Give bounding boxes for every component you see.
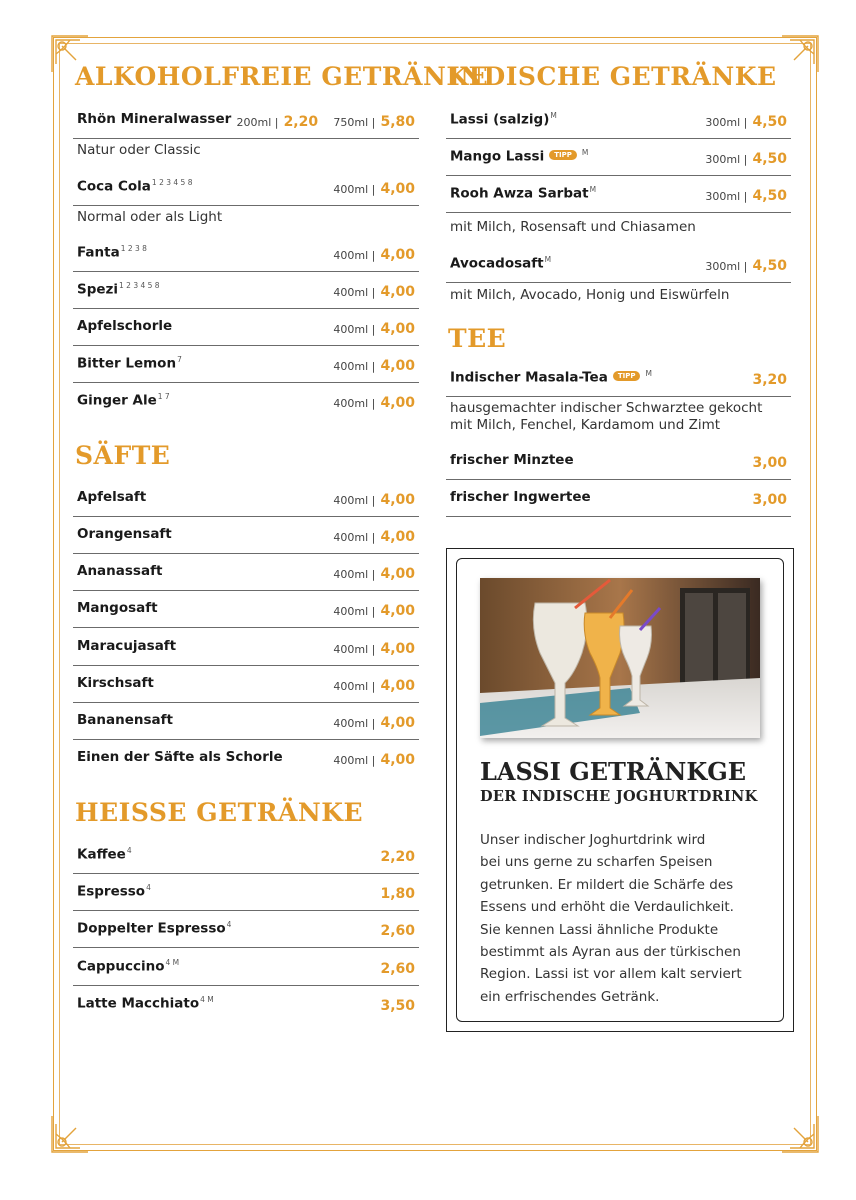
- lassi-box-text: [480, 829, 770, 1008]
- menu-item: [446, 443, 791, 480]
- menu-item: [73, 874, 419, 911]
- item-name: Einen der Säfte als Schorle: [77, 749, 283, 765]
- menu-item: [446, 139, 791, 176]
- item-size: 400ml |: [333, 249, 376, 262]
- tipp-badge: TIPP: [549, 150, 577, 160]
- item-size: 400ml |: [333, 568, 376, 581]
- item-name: Orangensaft: [77, 526, 172, 542]
- item-size: 400ml |: [333, 754, 376, 767]
- item-size: 400ml |: [333, 680, 376, 693]
- item-description: mit Milch, Rosensaft und Chiasamen: [450, 219, 696, 235]
- menu-item: [73, 169, 419, 206]
- section-title-saefte: SÄFTE: [75, 441, 171, 470]
- menu-item: [73, 837, 419, 874]
- item-price: 4,00: [380, 529, 415, 545]
- item-description: Normal oder als Light: [77, 209, 223, 225]
- section-title-tee: TEE: [448, 324, 507, 353]
- menu-item: [446, 246, 791, 283]
- item-price: 4,00: [380, 395, 415, 411]
- menu-item: [73, 272, 419, 309]
- item-price: 4,00: [380, 566, 415, 582]
- item-description: mit Milch, Avocado, Honig und Eiswürfeln: [450, 287, 730, 303]
- allergen-note: M: [581, 148, 589, 157]
- item-name: Mangosaft: [77, 600, 158, 616]
- item-price: 5,80: [380, 114, 415, 130]
- item-size: 300ml |: [705, 190, 748, 203]
- menu-item: [446, 480, 791, 517]
- menu-item: [73, 480, 419, 517]
- allergen-note: M: [544, 255, 552, 264]
- item-price: 2,60: [380, 961, 415, 977]
- item-price: 2,20: [380, 849, 415, 865]
- menu-item: [73, 911, 419, 948]
- item-name: Latte Macchiato: [77, 995, 200, 1012]
- text-line: bestimmt als Ayran aus der türkischen: [480, 944, 741, 961]
- menu-item: [446, 102, 791, 139]
- item-description: [450, 400, 762, 434]
- item-name: Bitter Lemon: [77, 355, 177, 372]
- item-description: Natur oder Classic: [77, 142, 201, 158]
- item-size: 750ml |: [333, 116, 376, 129]
- item-name: Apfelsaft: [77, 489, 147, 505]
- menu-item: [73, 517, 419, 554]
- section-title-alkoholfrei: ALKOHOLFREIE GETRÄNKE: [75, 62, 489, 91]
- allergen-note: 1 7: [157, 392, 170, 401]
- item-size: 400ml |: [333, 286, 376, 299]
- item-price: 3,50: [380, 998, 415, 1014]
- item-name: Ananassaft: [77, 563, 163, 579]
- menu-item: [73, 235, 419, 272]
- menu-item: [446, 176, 791, 213]
- allergen-note: 4 M: [165, 958, 180, 967]
- item-price: 4,00: [380, 284, 415, 300]
- item-name: frischer Minztee: [450, 452, 574, 468]
- menu-item: [73, 383, 419, 420]
- item-size: 400ml |: [333, 397, 376, 410]
- item-name: Cappuccino: [77, 958, 165, 975]
- item-name: frischer Ingwertee: [450, 489, 591, 505]
- text-line: Essens und erhöht die Verdaulichkeit.: [480, 899, 734, 916]
- item-name: Bananensaft: [77, 712, 173, 728]
- text-line: ein erfrischendes Getränk.: [480, 988, 660, 1005]
- allergen-note: 4: [146, 883, 151, 892]
- item-name: Fanta: [77, 244, 120, 261]
- allergen-note: M: [589, 185, 597, 194]
- item-name: Coca Cola: [77, 178, 151, 195]
- item-size: 400ml |: [333, 183, 376, 196]
- lassi-box-subtitle: DER INDISCHE JOGHURTDRINK: [480, 788, 758, 805]
- allergen-note: 1 2 3 4 5 8: [151, 178, 193, 187]
- menu-item: [73, 949, 419, 986]
- section-title-heisse: HEISSE GETRÄNKE: [75, 798, 364, 827]
- lassi-box-title: LASSI GETRÄNKGE: [480, 757, 747, 786]
- allergen-note: 4 M: [200, 995, 214, 1004]
- menu-item: [73, 309, 419, 346]
- text-line: Sie kennen Lassi ähnliche Produkte: [480, 921, 719, 938]
- menu-item: [73, 629, 419, 666]
- item-size: 400ml |: [333, 531, 376, 544]
- allergen-note: M: [550, 111, 557, 120]
- menu-item: [73, 346, 419, 383]
- section-title-indisch: INDISCHE GETRÄNKE: [448, 62, 777, 91]
- item-size: 400ml |: [333, 717, 376, 730]
- menu-item: [73, 554, 419, 591]
- allergen-note: M: [645, 369, 652, 378]
- item-name: Ginger Ale: [77, 392, 157, 409]
- item-price: 4,00: [380, 678, 415, 694]
- item-size: 300ml |: [705, 260, 748, 273]
- allergen-note: 4: [126, 846, 132, 855]
- item-name: Maracujasaft: [77, 638, 177, 654]
- item-price: 4,00: [380, 247, 415, 263]
- item-name: Rhön Mineralwasser: [77, 111, 232, 127]
- item-price: 4,00: [380, 492, 415, 508]
- item-size: 200ml |: [236, 116, 279, 129]
- price-group: [236, 111, 415, 130]
- allergen-note: 7: [177, 355, 182, 364]
- item-size: 300ml |: [705, 116, 748, 129]
- item-price: 4,50: [752, 258, 787, 274]
- item-name: Doppelter Espresso: [77, 920, 226, 937]
- menu-item: [73, 740, 419, 777]
- item-name: Indischer Masala-Tea: [450, 369, 608, 386]
- right-column: [446, 0, 791, 540]
- item-size: 400ml |: [333, 494, 376, 507]
- menu-item: [73, 102, 419, 139]
- text-line: Unser indischer Joghurtdrink wird: [480, 832, 706, 848]
- item-name: Kaffee: [77, 846, 126, 863]
- item-price: 4,00: [380, 181, 415, 197]
- item-price: 4,00: [380, 715, 415, 731]
- item-name: Avocadosaft: [450, 255, 544, 272]
- item-name: Spezi: [77, 281, 119, 298]
- item-price: 2,60: [380, 923, 415, 939]
- item-price: 4,00: [380, 603, 415, 619]
- item-name: Mango Lassi: [450, 148, 545, 165]
- item-size: 400ml |: [333, 643, 376, 656]
- item-size: 400ml |: [333, 605, 376, 618]
- item-price: 4,50: [752, 114, 787, 130]
- menu-item: [73, 666, 419, 703]
- item-price: 2,20: [283, 114, 319, 130]
- item-size: 400ml |: [333, 323, 376, 336]
- text-line: getrunken. Er mildert die Schärfe des: [480, 876, 734, 893]
- lassi-photo: [480, 578, 760, 738]
- item-name: Rooh Awza Sarbat: [450, 185, 589, 202]
- item-price: 3,00: [752, 455, 787, 471]
- menu-item: [73, 591, 419, 628]
- description-line: mit Milch, Fenchel, Kardamom und Zimt: [450, 417, 721, 433]
- item-price: 3,00: [752, 492, 787, 508]
- corner-ornament-icon: [780, 1114, 820, 1154]
- menu-item: [73, 703, 419, 740]
- allergen-note: 4: [226, 920, 232, 929]
- item-price: 4,50: [752, 188, 787, 204]
- item-price: 1,80: [380, 886, 415, 902]
- allergen-note: 1 2 3 4 5 8: [119, 281, 160, 290]
- tipp-badge: TIPP: [613, 371, 641, 381]
- item-price: 4,50: [752, 151, 787, 167]
- allergen-note: 1 2 3 8: [120, 244, 147, 253]
- menu-item: [73, 986, 419, 1023]
- item-name: Espresso: [77, 883, 146, 900]
- item-name: Apfelschorle: [77, 318, 173, 334]
- item-size: 300ml |: [705, 153, 748, 166]
- item-price: 4,00: [380, 752, 415, 768]
- menu-item: [446, 360, 791, 397]
- item-name: Kirschsaft: [77, 675, 154, 691]
- text-line: bei uns gerne zu scharfen Speisen: [480, 854, 713, 871]
- item-price: 3,20: [752, 372, 787, 388]
- text-line: Region. Lassi ist vor allem kalt serviert: [480, 966, 742, 983]
- item-price: 4,00: [380, 641, 415, 657]
- description-line: hausgemachter indischer Schwarztee gekocht: [450, 400, 763, 416]
- item-price: 4,00: [380, 321, 415, 337]
- item-size: 400ml |: [333, 360, 376, 373]
- item-name: Lassi (salzig): [450, 111, 550, 128]
- item-price: 4,00: [380, 358, 415, 374]
